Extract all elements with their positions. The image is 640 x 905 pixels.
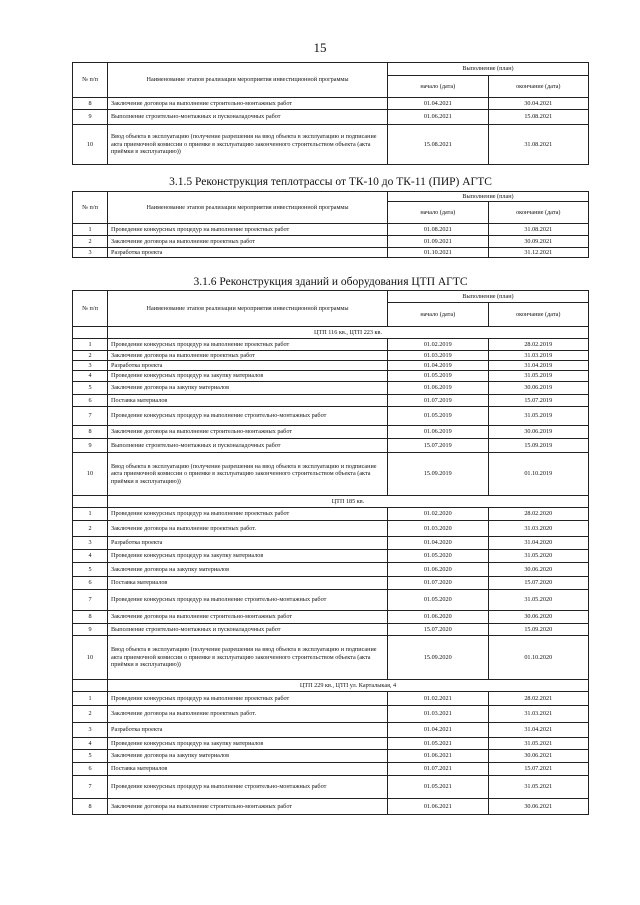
- row-name: Ввод объекта в эксплуатацию (получение разрешения на ввод объекта в эксплуатацию и подписание акта приемочной комиссии о приемке в эксплуатацию законченного строительством объекта (акта приёмки в эксплуатацию)): [108, 125, 388, 165]
- row-end: 31.05.2020: [488, 550, 589, 563]
- table-section-316: [72, 290, 589, 815]
- table-row: [73, 590, 589, 611]
- row-end: 28.02.2019: [488, 339, 589, 351]
- header-end: окончание (дата): [488, 303, 589, 327]
- row-start: 01.03.2020: [388, 521, 489, 537]
- row-start: 01.10.2021: [388, 248, 489, 258]
- row-num: 10: [73, 636, 108, 680]
- row-end: 28.02.2021: [488, 692, 589, 706]
- row-end: 31.05.2019: [488, 371, 589, 382]
- table-continuation: [72, 62, 589, 165]
- row-num: [73, 496, 108, 508]
- row-num: 8: [73, 799, 108, 815]
- row-name: Проведение конкурсных процедур на закупку материалов: [108, 550, 388, 563]
- row-num: 2: [73, 236, 108, 248]
- row-num: 5: [73, 382, 108, 395]
- table-row: [73, 224, 589, 236]
- table-row: [73, 371, 589, 382]
- row-end: 30.06.2019: [488, 382, 589, 395]
- row-end: 31.08.2021: [488, 224, 589, 236]
- row-name: Выполнение строительно-монтажных и пусконаладочных работ: [108, 439, 388, 453]
- row-name: Проведение конкурсных процедур на выполнение проектных работ: [108, 339, 388, 351]
- table-row: [73, 799, 589, 815]
- row-end: 31.04.2021: [488, 723, 589, 738]
- row-num: 2: [73, 351, 108, 361]
- row-start: 01.08.2021: [388, 224, 489, 236]
- row-end: 15.07.2021: [488, 763, 589, 776]
- row-end: 31.08.2021: [488, 125, 589, 165]
- row-start: 01.04.2021: [388, 98, 489, 110]
- table-row: [73, 236, 589, 248]
- row-num: 3: [73, 248, 108, 258]
- row-num: 3: [73, 723, 108, 738]
- row-name: Проведение конкурсных процедур на выполнение проектных работ: [108, 692, 388, 706]
- table-row: [73, 351, 589, 361]
- row-end: 30.06.2020: [488, 611, 589, 624]
- row-end: 31.03.2021: [488, 706, 589, 723]
- table-row: [73, 407, 589, 426]
- row-end: 15.07.2019: [488, 395, 589, 407]
- table-row: [73, 110, 589, 125]
- table-row: [73, 738, 589, 750]
- table-row: [73, 611, 589, 624]
- table-row: [73, 563, 589, 577]
- table-row: [73, 763, 589, 776]
- row-start: 01.04.2020: [388, 537, 489, 550]
- row-start: 01.07.2019: [388, 395, 489, 407]
- header-end: окончание (дата): [488, 76, 589, 98]
- header-execution: Выполнение (план): [388, 63, 589, 76]
- row-end: 01.10.2019: [488, 453, 589, 496]
- row-num: 5: [73, 563, 108, 577]
- row-num: 4: [73, 550, 108, 563]
- row-name: Заключение договора на выполнение проектных работ: [108, 351, 388, 361]
- row-end: 30.06.2019: [488, 426, 589, 439]
- row-end: 31.05.2019: [488, 407, 589, 426]
- row-num: 10: [73, 453, 108, 496]
- row-num: 8: [73, 426, 108, 439]
- row-name: Поставка материалов: [108, 395, 388, 407]
- row-end: 30.06.2021: [488, 799, 589, 815]
- row-num: 9: [73, 439, 108, 453]
- row-start: 01.06.2021: [388, 799, 489, 815]
- row-name: Заключение договора на закупку материалов: [108, 382, 388, 395]
- header-start: начало (дата): [388, 303, 489, 327]
- row-end: 30.09.2021: [488, 236, 589, 248]
- row-end: 15.09.2020: [488, 624, 589, 636]
- table-row: [73, 776, 589, 799]
- table-row: [73, 125, 589, 165]
- row-num: 8: [73, 611, 108, 624]
- header-start: начало (дата): [388, 76, 489, 98]
- row-end: 01.10.2020: [488, 636, 589, 680]
- row-name: Заключение договора на выполнение строительно-монтажных работ: [108, 426, 388, 439]
- row-start: 15.08.2021: [388, 125, 489, 165]
- row-name: Выполнение строительно-монтажных и пусконаладочных работ: [108, 110, 388, 125]
- group-row: [73, 327, 589, 339]
- row-num: [73, 327, 108, 339]
- row-num: 4: [73, 738, 108, 750]
- row-name: Проведение конкурсных процедур на выполнение строительно-монтажных работ: [108, 776, 388, 799]
- row-name: Заключение договора на выполнение строительно-монтажных работ: [108, 98, 388, 110]
- row-name: Ввод объекта в эксплуатацию (получение разрешения на ввод объекта в эксплуатацию и подписание акта приемочной комиссии о приемке в эксплуатацию законченного строительством объекта (акта приёмки в эксплуатацию)): [108, 453, 388, 496]
- row-end: 15.07.2020: [488, 577, 589, 590]
- table-row: [73, 692, 589, 706]
- group-label: ЦТП 229 кв., ЦТП ул. Карталыкая, 4: [108, 680, 589, 692]
- row-name: Заключение договора на выполнение проектных работ.: [108, 521, 388, 537]
- row-num: 4: [73, 371, 108, 382]
- table-row: [73, 248, 589, 258]
- row-num: [73, 680, 108, 692]
- row-num: 1: [73, 224, 108, 236]
- row-name: Проведение конкурсных процедур на закупку материалов: [108, 371, 388, 382]
- row-start: 01.04.2019: [388, 361, 489, 371]
- group-row: [73, 680, 589, 692]
- row-num: 7: [73, 590, 108, 611]
- group-label: ЦТП 185 кв.: [108, 496, 589, 508]
- row-end: 31.05.2020: [488, 590, 589, 611]
- row-name: Разработка проекта: [108, 248, 388, 258]
- row-num: 1: [73, 692, 108, 706]
- row-end: 30.06.2021: [488, 750, 589, 763]
- row-end: 15.09.2019: [488, 439, 589, 453]
- row-end: 31.05.2021: [488, 776, 589, 799]
- row-num: 2: [73, 706, 108, 723]
- table-row: [73, 636, 589, 680]
- row-name: Проведение конкурсных процедур на выполнение строительно-монтажных работ: [108, 407, 388, 426]
- row-name: Разработка проекта: [108, 537, 388, 550]
- row-end: 15.08.2021: [488, 110, 589, 125]
- row-start: 01.05.2020: [388, 590, 489, 611]
- row-num: 9: [73, 624, 108, 636]
- row-name: Заключение договора на закупку материалов: [108, 750, 388, 763]
- row-num: 5: [73, 750, 108, 763]
- table-row: [73, 98, 589, 110]
- row-num: 2: [73, 521, 108, 537]
- table-row: [73, 453, 589, 496]
- row-end: 30.06.2020: [488, 563, 589, 577]
- row-end: 31.05.2021: [488, 738, 589, 750]
- section-title-316: 3.1.6 Реконструкция зданий и оборудования ЦТП АГТС: [193, 276, 468, 288]
- row-start: 01.06.2020: [388, 611, 489, 624]
- row-name: Заключение договора на выполнение строительно-монтажных работ: [108, 611, 388, 624]
- row-name: Заключение договора на выполнение проектных работ.: [108, 706, 388, 723]
- row-name: Заключение договора на закупку материалов: [108, 563, 388, 577]
- row-num: 6: [73, 395, 108, 407]
- row-num: 7: [73, 407, 108, 426]
- header-start: начало (дата): [388, 202, 489, 224]
- row-name: Ввод объекта в эксплуатацию (получение разрешения на ввод объекта в эксплуатацию и подписание акта приемочной комиссии о приемке в эксплуатацию законченного строительством объекта (акта приёмки в эксплуатацию)): [108, 636, 388, 680]
- row-start: 01.02.2021: [388, 692, 489, 706]
- page-number: 15: [313, 40, 327, 55]
- table-row: [73, 750, 589, 763]
- row-num: 9: [73, 110, 108, 125]
- table-row: [73, 382, 589, 395]
- table-row: [73, 577, 589, 590]
- row-start: 01.06.2021: [388, 110, 489, 125]
- row-start: 01.03.2019: [388, 351, 489, 361]
- row-start: 01.06.2019: [388, 426, 489, 439]
- header-num: № п/п: [73, 63, 108, 98]
- row-start: 15.07.2020: [388, 624, 489, 636]
- row-start: 01.04.2021: [388, 723, 489, 738]
- table-row: [73, 426, 589, 439]
- table-row: [73, 521, 589, 537]
- section-title-315: 3.1.5 Реконструкция теплотрассы от ТК-10 до ТК-11 (ПИР) АГТС: [169, 176, 492, 188]
- row-name: Проведение конкурсных процедур на выполнение строительно-монтажных работ: [108, 590, 388, 611]
- row-start: 01.05.2021: [388, 776, 489, 799]
- header-num: № п/п: [73, 192, 108, 224]
- row-num: 10: [73, 125, 108, 165]
- row-start: 01.03.2021: [388, 706, 489, 723]
- table-row: [73, 339, 589, 351]
- row-end: 31.03.2020: [488, 521, 589, 537]
- row-name: Выполнение строительно-монтажных и пусконаладочных работ: [108, 624, 388, 636]
- header-num: № п/п: [73, 291, 108, 327]
- row-end: 31.04.2020: [488, 537, 589, 550]
- table-row: [73, 361, 589, 371]
- row-num: 1: [73, 339, 108, 351]
- row-start: 01.05.2020: [388, 550, 489, 563]
- table-section-315: [72, 191, 589, 258]
- table-row: [73, 624, 589, 636]
- row-name: Проведение конкурсных процедур на выполнение проектных работ: [108, 508, 388, 521]
- header-name: Наименование этапов реализации мероприятия инвестиционной программы: [108, 291, 388, 327]
- row-start: 01.06.2020: [388, 563, 489, 577]
- row-end: 30.04.2021: [488, 98, 589, 110]
- row-start: 01.02.2019: [388, 339, 489, 351]
- row-start: 15.07.2019: [388, 439, 489, 453]
- row-start: 01.05.2021: [388, 738, 489, 750]
- row-name: Заключение договора на выполнение проектных работ: [108, 236, 388, 248]
- table-row: [73, 723, 589, 738]
- row-name: Заключение договора на выполнение строительно-монтажных работ: [108, 799, 388, 815]
- group-row: [73, 496, 589, 508]
- row-start: 15.09.2019: [388, 453, 489, 496]
- row-num: 7: [73, 776, 108, 799]
- row-num: 3: [73, 361, 108, 371]
- header-end: окончание (дата): [488, 202, 589, 224]
- table-row: [73, 550, 589, 563]
- row-num: 3: [73, 537, 108, 550]
- row-end: 28.02.2020: [488, 508, 589, 521]
- table-row: [73, 395, 589, 407]
- group-label: ЦТП 116 кв., ЦТП 223 кв.: [108, 327, 589, 339]
- row-num: 1: [73, 508, 108, 521]
- row-end: 31.04.2019: [488, 361, 589, 371]
- row-num: 6: [73, 763, 108, 776]
- header-name: Наименование этапов реализации мероприятия инвестиционной программы: [108, 63, 388, 98]
- row-name: Проведение конкурсных процедур на закупку материалов: [108, 738, 388, 750]
- row-start: 01.06.2021: [388, 750, 489, 763]
- row-name: Разработка проекта: [108, 723, 388, 738]
- header-name: Наименование этапов реализации мероприятия инвестиционной программы: [108, 192, 388, 224]
- header-execution: Выполнение (план): [388, 291, 589, 303]
- row-name: Разработка проекта: [108, 361, 388, 371]
- row-name: Проведение конкурсных процедур на выполнение проектных работ: [108, 224, 388, 236]
- row-num: 8: [73, 98, 108, 110]
- table-row: [73, 706, 589, 723]
- row-end: 31.12.2021: [488, 248, 589, 258]
- table-row: [73, 537, 589, 550]
- row-start: 01.05.2019: [388, 407, 489, 426]
- row-start: 01.06.2019: [388, 382, 489, 395]
- row-start: 01.07.2020: [388, 577, 489, 590]
- row-num: 6: [73, 577, 108, 590]
- table-row: [73, 439, 589, 453]
- row-start: 15.09.2020: [388, 636, 489, 680]
- row-end: 31.03.2019: [488, 351, 589, 361]
- row-name: Поставка материалов: [108, 577, 388, 590]
- row-start: 01.09.2021: [388, 236, 489, 248]
- row-name: Поставка материалов: [108, 763, 388, 776]
- row-start: 01.07.2021: [388, 763, 489, 776]
- header-execution: Выполнение (план): [388, 192, 589, 202]
- row-start: 01.02.2020: [388, 508, 489, 521]
- row-start: 01.05.2019: [388, 371, 489, 382]
- table-row: [73, 508, 589, 521]
